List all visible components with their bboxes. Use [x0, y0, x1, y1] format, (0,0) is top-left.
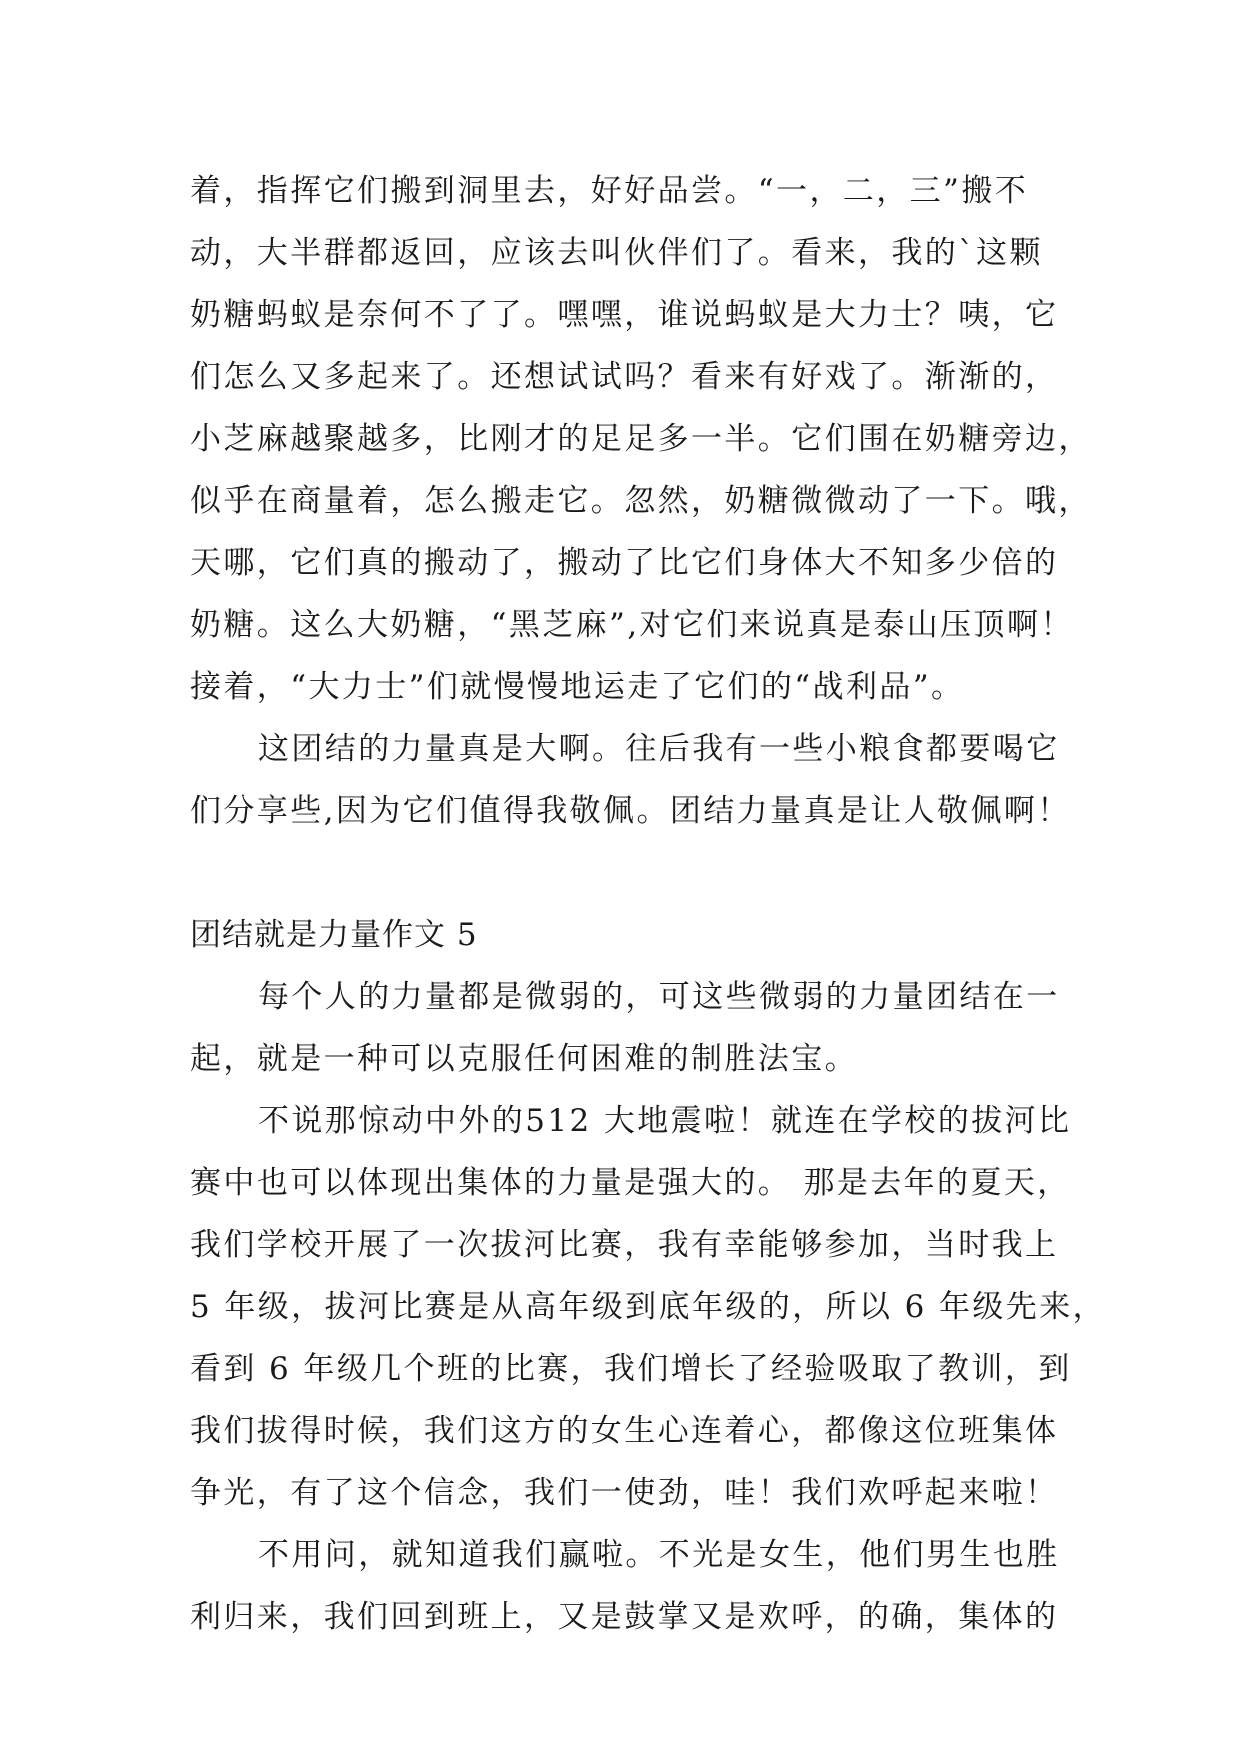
document-page — [190, 160, 1107, 1648]
section-gap — [190, 842, 1050, 904]
text-line: 接着，“大力士”们就慢慢地运走了它们的“战利品”。 — [190, 669, 965, 705]
text-line: 赛中也可以体现出集体的力量是强大的。 那是去年的夏天， — [190, 1165, 1071, 1201]
text-line: 我们学校开展了一次拔河比赛，我有幸能够参加，当时我上 — [190, 1227, 1059, 1263]
text-line: 不用问，就知道我们赢啦。不光是女生，他们男生也胜 — [258, 1537, 1060, 1573]
paragraph-2 — [190, 718, 1071, 842]
text-line: 我们拔得时候，我们这方的女生心连着心，都像这位班集体 — [190, 1413, 1059, 1449]
text-line: 天哪，它们真的搬动了，搬动了比它们身体大不知多少倍的 — [190, 545, 1059, 581]
text-line: 奶糖。这么大奶糖，“黑芝麻”,对它们来说真是泰山压顶啊！ — [190, 607, 1074, 643]
paragraph-1 — [190, 160, 1092, 718]
text-line: 动，大半群都返回，应该去叫伙伴们了。看来，我的`这颗 — [190, 235, 1043, 271]
paragraph-3 — [190, 966, 1060, 1090]
paragraph-4 — [190, 1090, 1107, 1524]
text-line: 不说那惊动中外的512 大地震啦！就连在学校的拔河比 — [258, 1103, 1072, 1139]
text-line: 利归来，我们回到班上，又是鼓掌又是欢呼，的确，集体的 — [190, 1599, 1059, 1635]
section-title: 团结就是力量作文 5 — [190, 917, 478, 953]
text-line: 看到 6 年级几个班的比赛，我们增长了经验吸取了教训，到 — [190, 1351, 1072, 1387]
text-line: 着，指挥它们搬到洞里去，好好品尝。“一，二，三”搬不 — [190, 173, 1029, 209]
text-line: 5 年级，拔河比赛是从高年级到底年级的，所以 6 年级先来， — [190, 1289, 1107, 1325]
text-line: 小芝麻越聚越多，比刚才的足足多一半。它们围在奶糖旁边， — [190, 421, 1092, 457]
paragraph-5 — [190, 1524, 1060, 1648]
text-line: 奶糖蚂蚁是奈何不了了。嘿嘿，谁说蚂蚁是大力士？咦，它 — [190, 297, 1059, 333]
text-line: 似乎在商量着，怎么搬走它。忽然，奶糖微微动了一下。哦， — [190, 483, 1092, 519]
text-line: 起，就是一种可以克服任何困难的制胜法宝。 — [190, 1041, 858, 1077]
text-line: 每个人的力量都是微弱的，可这些微弱的力量团结在一 — [258, 979, 1060, 1015]
text-line: 们怎么又多起来了。还想试试吗？看来有好戏了。渐渐的， — [190, 359, 1059, 395]
text-line: 争光，有了这个信念，我们一使劲，哇！我们欢呼起来啦！ — [190, 1475, 1059, 1511]
text-line: 这团结的力量真是大啊。往后我有一些小粮食都要喝它 — [258, 731, 1060, 767]
text-line: 们分享些,因为它们值得我敬佩。团结力量真是让人敬佩啊！ — [190, 793, 1071, 829]
